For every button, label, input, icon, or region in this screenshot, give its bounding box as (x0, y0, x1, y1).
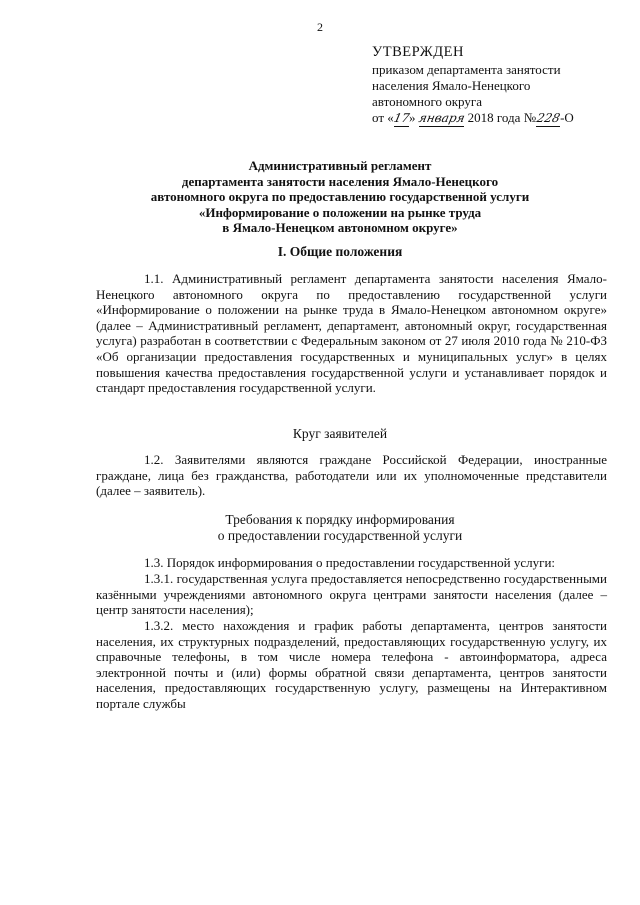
title-line-4: «Информирование о положении на рынке труда (198, 204, 482, 220)
date-year: 2018 года № (467, 110, 537, 125)
section-heading-requirements (80, 512, 600, 544)
title-line-2: департамента занятости населения Ямало-Ненецкого (181, 173, 499, 189)
approval-line-1: приказом департамента занятости (372, 62, 561, 77)
requirements-heading-line-1: Требования к порядку информирования (225, 512, 455, 527)
paragraph-1-3-2: 1.3.2. место нахождения и график работы департамента, центров занятости населения, их структурных подразделений, предоставляющих государственную услугу, их справочные телефоны, в том числе номера телефона - автоинформатора, адреса электронной почты и (или) формы обратной связи департамента, центров занятости населения, предоставляющих государственную услугу, размещены на Интерактивном портале службы (96, 618, 607, 711)
handwritten-day: 17 (392, 111, 411, 125)
approval-line-3: автономного округа (372, 94, 482, 109)
handwritten-month: января (417, 111, 466, 125)
paragraph-1-2: 1.2. Заявителями являются граждане Российской Федерации, иностранные граждане, лица без гражданства, работодатели или их уполномоченные представители (далее – заявитель). (96, 452, 607, 499)
section-heading-applicants: Круг заявителей (292, 426, 388, 441)
title-line-5: в Ямало-Ненецком автономном округе» (222, 220, 458, 235)
handwritten-number: 228 (535, 111, 562, 125)
approval-line-2: населения Ямало-Ненецкого (372, 78, 531, 93)
page-number: 2 (317, 20, 323, 34)
approval-block (372, 44, 574, 127)
paragraph-1-3: 1.3. Порядок информирования о предоставлении государственной услуги: (144, 555, 556, 570)
approval-date-line (372, 110, 574, 127)
paragraph-1-1: 1.1. Административный регламент департамента занятости населения Ямало-Ненецкого автономного округа по предоставлению государственной услуги «Информирование о положении на рынке труда в Ямало-Ненецком автономном округе» (далее – Административный регламент, департамент, автономный округ, государственная услуга) разработан в соответствии с Федеральным законом от 27 июля 2010 года № 210-ФЗ «Об организации предоставления государственных и муниципальных услуг» в целях повышения качества предоставления государственной услуги и устанавливает порядок и стандарт предоставления государственной услуги. (96, 271, 607, 396)
approval-stamp: УТВЕРЖДЕН (372, 44, 464, 60)
title-line-3: автономного округа по предоставлению государственной услуги (150, 189, 530, 204)
paragraph-1-3-1: 1.3.1. государственная услуга предоставляется непосредственно государственными казёнными учреждениями автономного округа центрами занятости населения (далее – центр занятости населения); (96, 571, 607, 618)
section-heading-general: I. Общие положения (277, 244, 403, 259)
date-prefix: от « (372, 110, 394, 125)
requirements-heading-line-2: о предоставлении государственной услуги (217, 528, 463, 543)
title-line-1: Административный регламент (248, 158, 432, 173)
order-number-suffix: -О (560, 110, 574, 125)
date-mid: » (409, 110, 416, 125)
document-title (80, 158, 600, 236)
